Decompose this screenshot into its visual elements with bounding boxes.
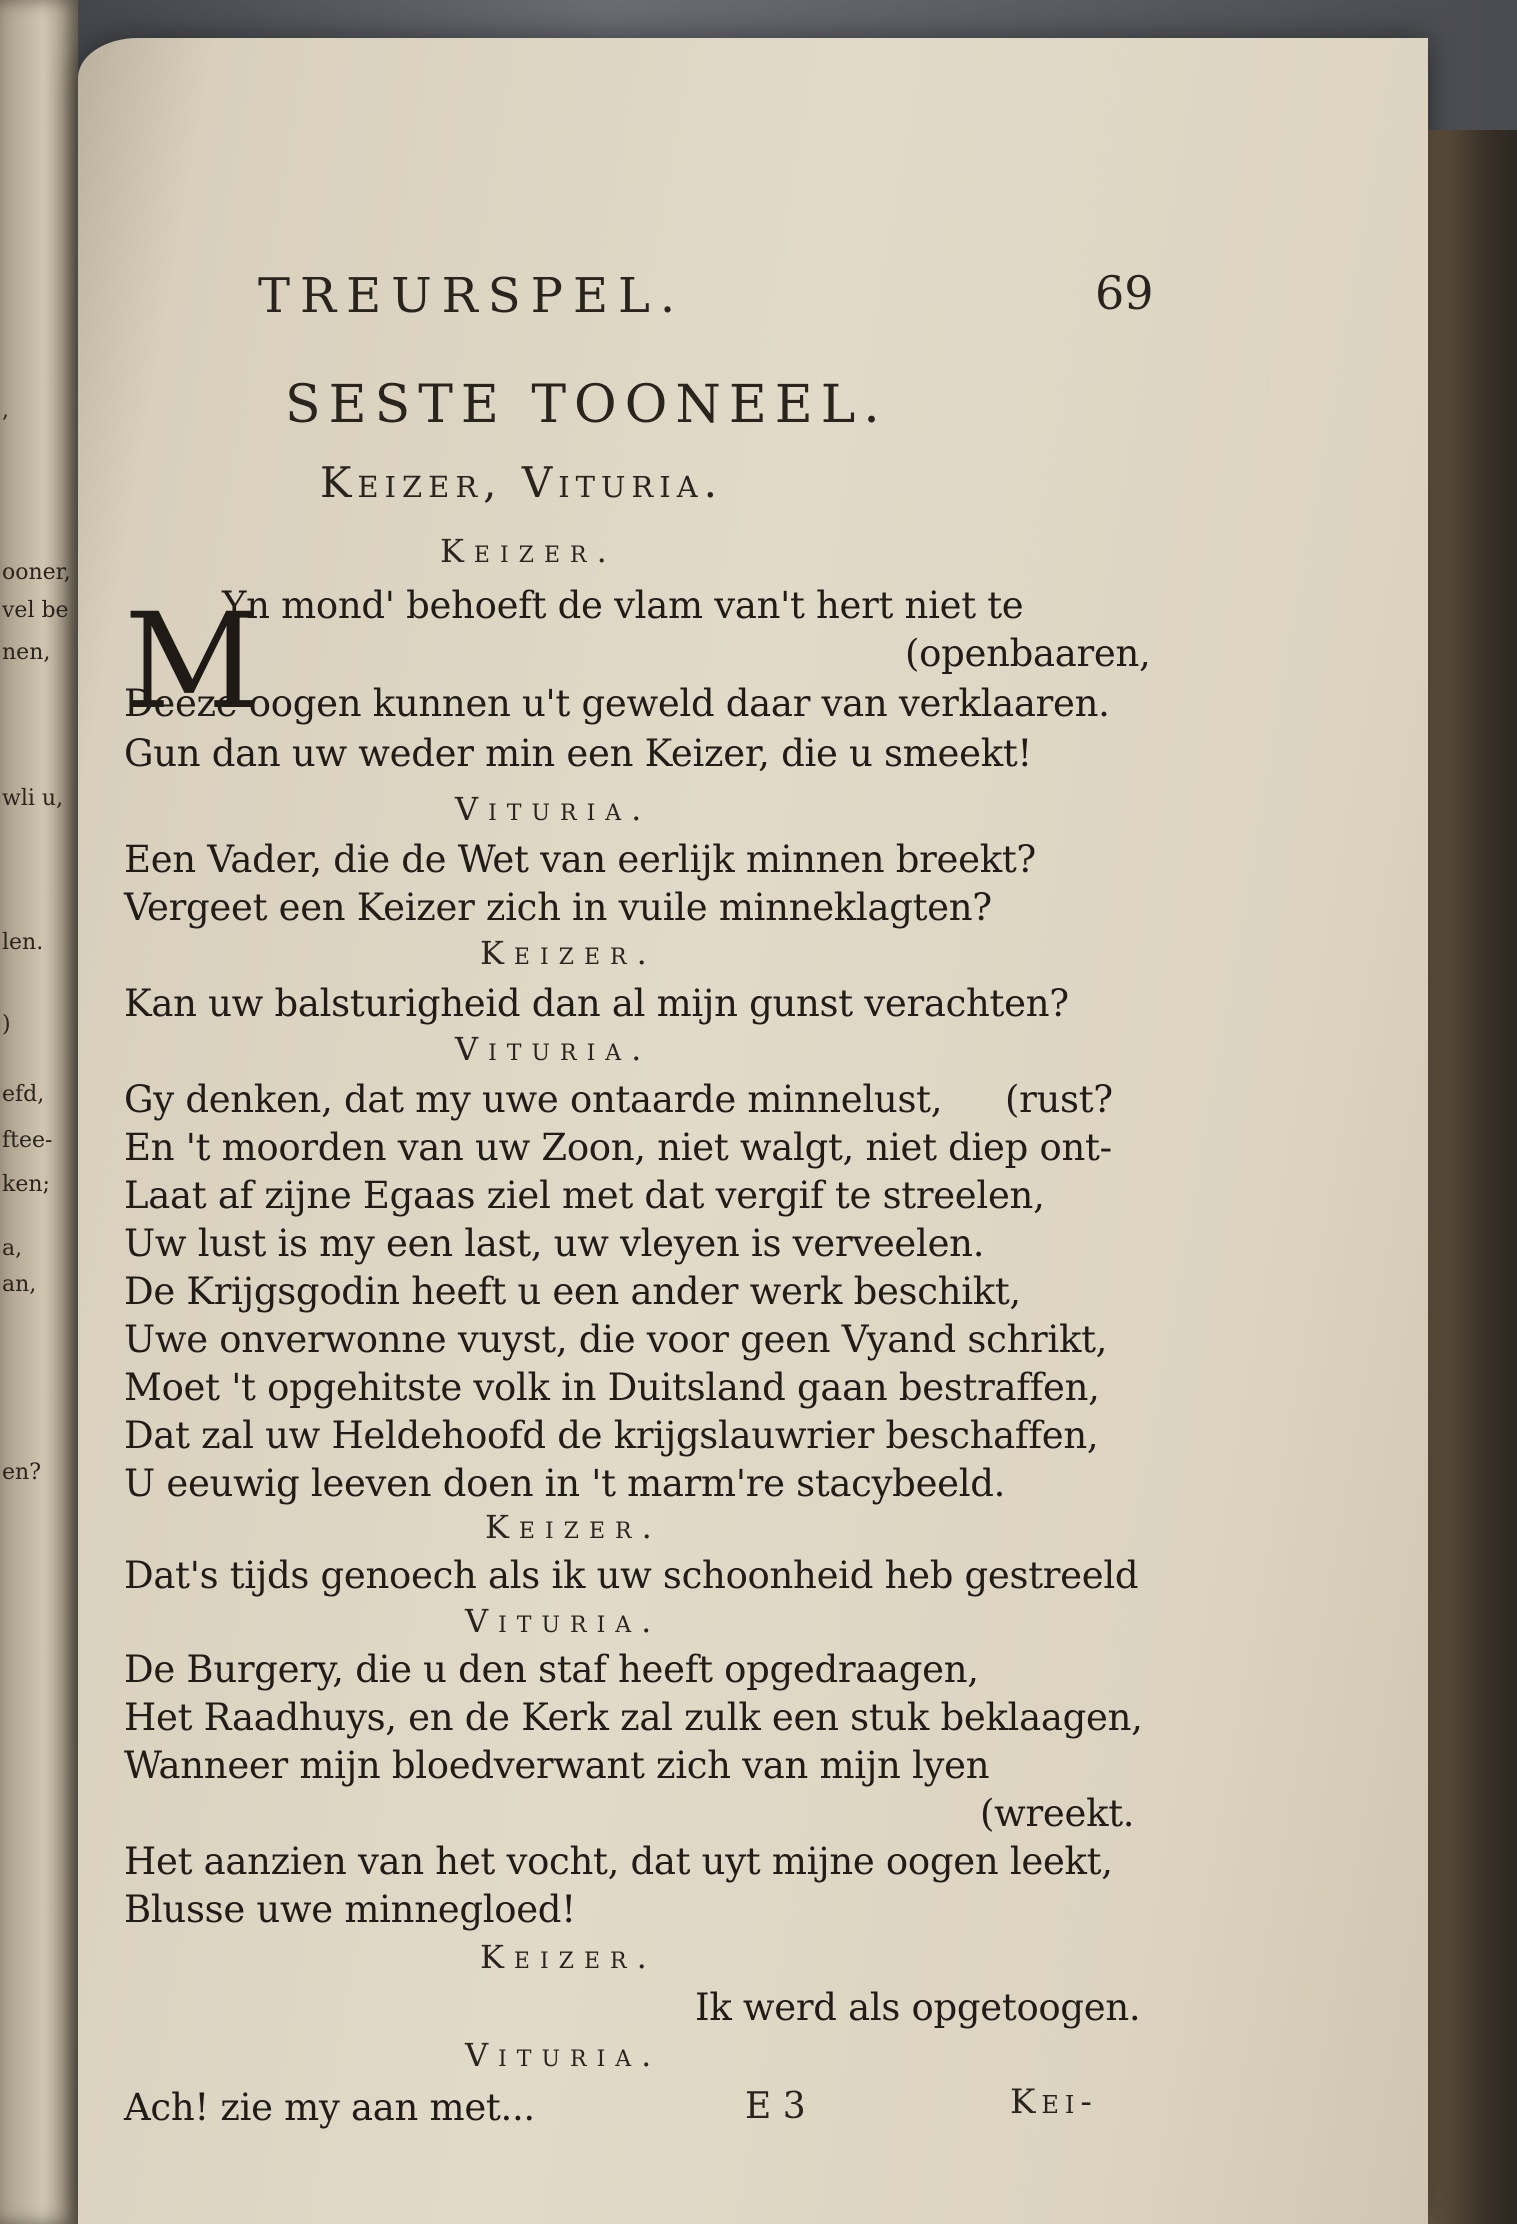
verse-line: Vergeet een Keizer zich in vuile minneklagten?: [124, 886, 992, 929]
margin-fragment: ,: [2, 398, 9, 423]
verse-line: Laat af zijne Egaas ziel met dat vergif te streelen,: [124, 1174, 1045, 1217]
page-number: 69: [1095, 266, 1154, 320]
running-title: TREURSPEL.: [258, 268, 686, 324]
verse-line: Het aanzien van het vocht, dat uyt mijne oogen leekt,: [124, 1840, 1113, 1883]
margin-fragment: nen,: [2, 640, 51, 665]
speaker-label: Vituria.: [465, 1602, 662, 1640]
verse-line: Dat's tijds genoech als ik uw schoonheid heb gestreeld: [124, 1554, 1139, 1597]
drop-cap: M: [124, 585, 260, 739]
margin-fragment: ftee-: [2, 1128, 53, 1153]
verse-line: Wanneer mijn bloedverwant zich van mijn lyen: [124, 1744, 990, 1787]
verse-line: Gy denken, dat my uwe ontaarde minnelust,: [124, 1078, 943, 1121]
facing-page-edge: [0, 0, 78, 2224]
margin-fragment: vel be: [2, 598, 69, 623]
verse-line: Ach! zie my aan met...: [124, 2086, 535, 2129]
catchword: Kei-: [1010, 2082, 1098, 2122]
verse-line: Een Vader, die de Wet van eerlijk minnen breekt?: [124, 838, 1036, 881]
verse-line: De Krijgsgodin heeft u een ander werk beschikt,: [124, 1270, 1021, 1313]
speaker-label: Keizer.: [440, 532, 617, 570]
speaker-label: Vituria.: [465, 2036, 662, 2074]
verse-line: Kan uw balsturigheid dan al mijn gunst verachten?: [124, 982, 1069, 1025]
signature-mark: E 3: [745, 2086, 806, 2127]
margin-fragment: en?: [2, 1460, 41, 1485]
margin-fragment: len.: [2, 930, 44, 955]
verse-line: En 't moorden van uw Zoon, niet walgt, niet diep ont-: [124, 1126, 1112, 1169]
verse-line: Yn mond' behoeft de vlam van't hert niet te: [222, 584, 1024, 627]
margin-fragment: an,: [2, 1272, 37, 1297]
margin-fragment: wli u,: [2, 786, 64, 811]
margin-fragment: efd,: [2, 1082, 45, 1107]
scene-cast: Keizer, Vituria.: [320, 458, 724, 507]
scene-title: SESTE TOONEEL.: [285, 375, 888, 435]
speaker-label: Vituria.: [455, 1030, 652, 1068]
verse-line: Uw lust is my een last, uw vleyen is verveelen.: [124, 1222, 985, 1265]
verse-line: Gun dan uw weder min een Keizer, die u smeekt!: [124, 732, 1032, 775]
margin-fragment: ken;: [2, 1172, 50, 1197]
verse-line: Dat zal uw Heldehoofd de krijgslauwrier beschaffen,: [124, 1414, 1099, 1457]
speaker-label: Vituria.: [455, 790, 652, 828]
speaker-label: Keizer.: [480, 1938, 657, 1976]
verse-line: (rust?: [1005, 1078, 1113, 1121]
margin-fragment: ): [2, 1012, 11, 1037]
verse-line: Deeze oogen kunnen u't geweld daar van verklaaren.: [124, 682, 1110, 725]
verse-line: Blusse uwe minnegloed!: [124, 1888, 576, 1931]
speaker-label: Keizer.: [480, 934, 657, 972]
verse-line: (wreekt.: [980, 1792, 1135, 1835]
verse-line: Het Raadhuys, en de Kerk zal zulk een stuk beklaagen,: [124, 1696, 1143, 1739]
verse-line: Moet 't opgehitste volk in Duitsland gaan bestraffen,: [124, 1366, 1100, 1409]
verse-line: U eeuwig leeven doen in 't marm're stacybeeld.: [124, 1462, 1006, 1505]
margin-fragment: a,: [2, 1236, 23, 1261]
speaker-label: Keizer.: [485, 1508, 662, 1546]
verse-line: De Burgery, die u den staf heeft opgedraagen,: [124, 1648, 979, 1691]
verse-line: Uwe onverwonne vuyst, die voor geen Vyand schrikt,: [124, 1318, 1108, 1361]
margin-fragment: ooner,: [2, 560, 71, 585]
verse-line: Ik werd als opgetoogen.: [695, 1986, 1141, 2029]
verse-line: (openbaaren,: [905, 632, 1151, 675]
